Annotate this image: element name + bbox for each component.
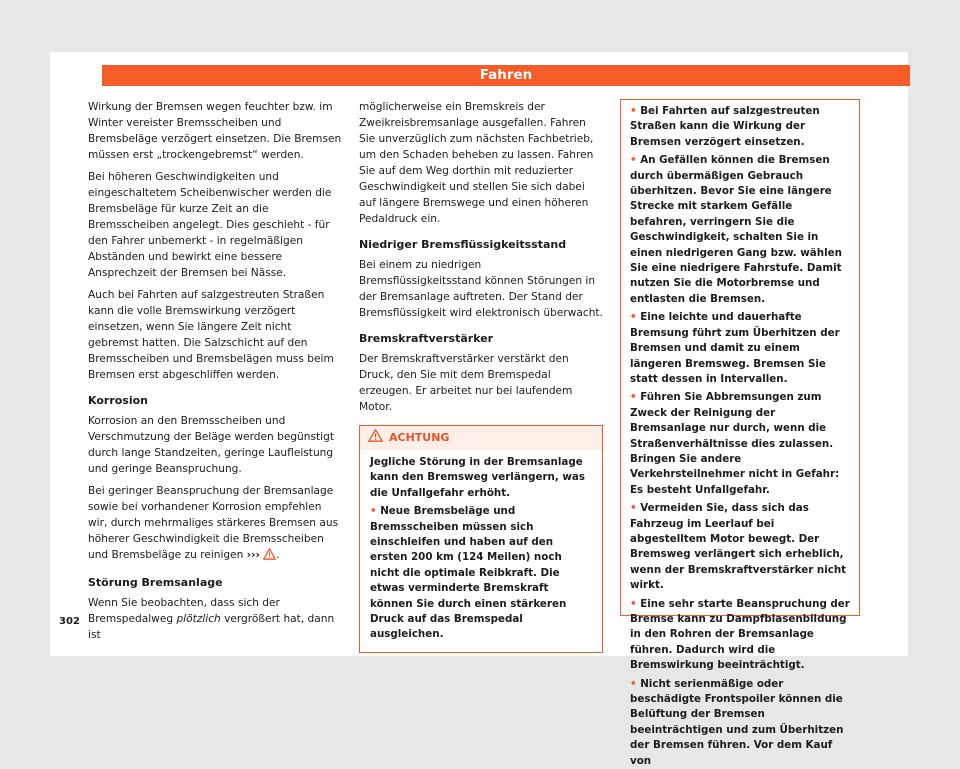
paragraph-end: . (276, 549, 280, 561)
paragraph-text: Wenn Sie beobachten, dass sich der Bremspedalweg (88, 597, 280, 625)
column-1 (88, 99, 342, 649)
bullet-text: Nicht serienmäßige oder beschädigte Frontspoiler können die Belüftung der Bremsen beeinträchtigen und zum Überhitzen der Bremsen führen. Vor dem Kauf von (630, 677, 844, 767)
heading-stoerung: Störung Bremsanlage (88, 576, 223, 589)
bullet-text: Neue Bremsbeläge und Bremsscheiben müssen sich einschleifen und haben auf den ersten 200 km (124 Meilen) noch nicht die optimale Reibkraft. Die etwas verminderte Bremskraft können Sie durch einen stärkeren Druck auf das Bremspedal ausgleichen. (370, 505, 567, 641)
column-3 (620, 99, 860, 767)
bullet-text: Bei Fahrten auf salzgestreuten Straßen kann die Wirkung der Bremsen verzögert einsetzen. (630, 105, 820, 148)
bullet-text: Vermeiden Sie, dass sich das Fahrzeug im Leerlauf bei abgestelltem Motor bewegt. Der Bremsweg verlängert sich erheblich, wenn der Bremskraftverstärker nicht wirkt. (630, 502, 847, 592)
section-header: Fahren (102, 65, 910, 86)
bullet-dot: • (370, 505, 377, 518)
warning-triangle-icon[interactable] (263, 548, 276, 565)
paragraph: möglicherweise ein Bremskreis der Zweikreisbremsanlage ausgefallen. Fahren Sie unverzüglich zum nächsten Fachbetrieb, um den Schaden beheben zu lassen. Fahren Sie auf dem Weg dorthin mit reduzierter Geschwindigkeit und stellen Sie sich dabei auf längere Bremswege und einen höheren Pedaldruck ein. (359, 101, 594, 225)
heading-bremsfluessigkeit: Niedriger Bremsflüssigkeitsstand (359, 238, 567, 251)
warning-box (359, 425, 603, 653)
warning-bullet (630, 677, 851, 769)
paragraph: Wirkung der Bremsen wegen feuchter bzw. im Winter vereister Bremsscheiben und Bremsbeläge verzögert einsetzen. Die Bremsen müssen erst „trockengebremst“ werden. (88, 101, 342, 161)
bullet-text: An Gefällen können die Bremsen durch übermäßigen Gebrauch überhitzen. Bevor Sie eine längere Strecke mit starkem Gefälle befahren, verringern Sie die Geschwindigkeit, schalten Sie in einen niedrigeren Gang bzw. wählen Sie eine niedrigere Fahrstufe. Damit nutzen Sie die Motorbremse und entlasten die Bremsen. (630, 154, 842, 305)
paragraph: Der Bremskraftverstärker verstärkt den Druck, den Sie mit dem Bremspedal erzeugen. Er arbeitet nur bei laufendem Motor. (359, 353, 573, 413)
bullet-dot: • (630, 677, 637, 690)
paragraph-text: vergrößert hat, dann ist (88, 613, 335, 641)
bullet-dot: • (630, 597, 637, 610)
warning-title: ACHTUNG (389, 431, 450, 444)
paragraph-text: Bei geringer Beanspruchung der Bremsanlage sowie bei vorhandener Korrosion empfehlen wir, durch mehrmaliges stärkeres Bremsen aus höherer Geschwindigkeit die Bremsscheiben und Bremsbeläge zu reinigen (88, 485, 339, 561)
warning-bullet (630, 501, 851, 593)
heading-korrosion: Korrosion (88, 394, 149, 407)
page-number: 302 (59, 616, 80, 627)
emphasis: plötzlich (176, 613, 221, 625)
paragraph: Auch bei Fahrten auf salzgestreuten Straßen kann die volle Bremswirkung verzögert einsetzen, wenn Sie längere Zeit nicht gebremst hatten. Die Salzschicht auf den Bremsscheiben und Bremsbelägen muss beim Bremsen erst abgeschliffen werden. (88, 289, 334, 381)
paragraph (88, 483, 342, 565)
bullet-dot: • (630, 105, 637, 117)
warning-body (360, 450, 602, 643)
heading-bremskraftverstaerker: Bremskraftverstärker (359, 332, 494, 345)
bullet-dot: • (630, 391, 637, 404)
warning-bullet (370, 504, 592, 643)
paragraph: Bei einem zu niedrigen Bremsflüssigkeitsstand können Störungen in der Bremsanlage auftreten. Der Stand der Bremsflüssigkeit wird elektronisch überwacht. (359, 259, 603, 319)
warning-header (360, 426, 602, 450)
warning-triangle-icon (368, 429, 389, 447)
paragraph: Bei höheren Geschwindigkeiten und eingeschaltetem Scheibenwischer werden die Bremsbeläge für kurze Zeit an die Bremsscheiben angelegt. Dies geschieht - für den Fahrer unbemerkt - in regelmäßigen Abständen und bewirkt eine bessere Ansprechzeit der Bremsen bei Nässe. (88, 171, 332, 279)
bullet-text: Eine sehr starte Beanspruchung der Bremse kann zu Dampfblasenbildung in den Rohren der Bremsanlage führen. Dadurch wird die Bremswirkung beeinträchtigt. (630, 597, 850, 672)
warning-continuation-box (620, 99, 860, 767)
bullet-text: Eine leichte und dauerhafte Bremsung führt zum Überhitzen der Bremsen und damit zu einem längeren Bremsweg. Bremsen Sie statt dessen in Intervallen. (630, 311, 840, 385)
bullet-dot: • (630, 502, 637, 515)
warning-bullet (630, 390, 851, 498)
warning-bullet (630, 104, 851, 150)
manual-page (50, 52, 908, 767)
column-2 (359, 99, 603, 653)
bullet-dot: • (630, 154, 637, 167)
bullet-dot: • (630, 311, 637, 324)
warning-bullet (630, 597, 851, 674)
warning-bullet (630, 153, 851, 307)
paragraph (88, 595, 342, 643)
bullet-text: Führen Sie Abbremsungen zum Zweck der Reinigung der Bremsanlage nur durch, wenn die Straßenverhältnisse dies zulassen. Bringen Sie andere Verkehrsteilnehmer nicht in Gefahr: Es besteht Unfallgefahr. (630, 391, 840, 496)
warning-bullet (630, 310, 851, 387)
warning-text: Jegliche Störung in der Bremsanlage kann den Bremsweg verlängern, was die Unfallgefahr erhöht. (370, 456, 585, 499)
cross-reference-arrows[interactable]: ››› (246, 549, 260, 561)
paragraph: Korrosion an den Bremsscheiben und Verschmutzung der Beläge werden begünstigt durch lange Standzeiten, geringe Laufleistung und geringe Beanspruchung. (88, 415, 334, 475)
